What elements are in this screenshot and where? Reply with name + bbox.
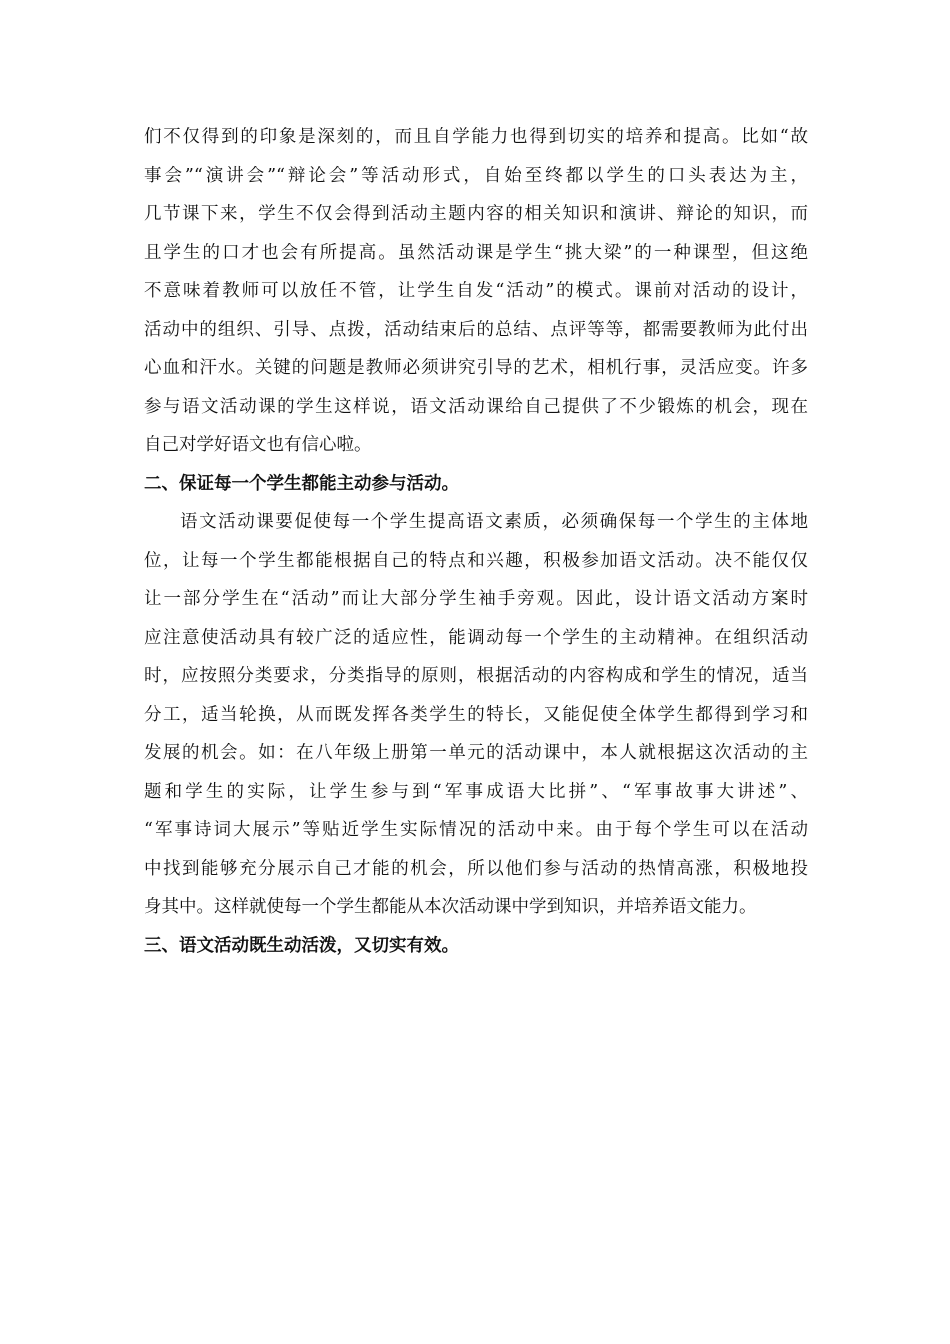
text-line: 应注意使活动具有较广泛的适应性，能调动每一个学生的主动精神。在组织活动 <box>144 627 808 648</box>
text-line: 活动中的组织、引导、点拨，活动结束后的总结、点评等等，都需要教师为此付出 <box>144 319 808 340</box>
paragraph-section-2 <box>144 503 808 927</box>
text-line: 题和学生的实际，让学生参与到“军事成语大比拼”、“军事故事大讲述”、 <box>144 781 808 802</box>
text-line: 不意味着教师可以放任不管，让学生自发“活动”的模式。课前对活动的设计， <box>144 281 808 301</box>
document-body <box>144 118 808 965</box>
paragraph-continued <box>144 118 808 465</box>
text-line: 中找到能够充分展示自己才能的机会，所以他们参与活动的热情高涨，积极地投 <box>144 858 808 879</box>
text-line: 位，让每一个学生都能根据自己的特点和兴趣，积极参加语文活动。决不能仅仅 <box>144 550 808 571</box>
text-line: 们不仅得到的印象是深刻的，而且自学能力也得到切实的培养和提高。比如“故 <box>144 127 808 147</box>
text-line: 语文活动课要促使每一个学生提高语文素质，必须确保每一个学生的主体地 <box>180 512 808 532</box>
text-line: 且学生的口才也会有所提高。虽然活动课是学生“挑大梁”的一种课型，但这绝 <box>144 242 808 263</box>
section-heading-3: 三、语文活动既生动活泼，又切实有效。 <box>144 935 459 956</box>
text-line: 分工，适当轮换，从而既发挥各类学生的特长，又能促使全体学生都得到学习和 <box>144 704 808 725</box>
text-line: 时，应按照分类要求，分类指导的原则，根据活动的内容构成和学生的情况，适当 <box>144 666 808 686</box>
text-line: 心血和汗水。关键的问题是教师必须讲究引导的艺术，相机行事，灵活应变。许多 <box>144 358 808 378</box>
text-line: 事会”“演讲会”“辩论会”等活动形式，自始至终都以学生的口头表达为主， <box>144 165 808 186</box>
text-line: “军事诗词大展示”等贴近学生实际情况的活动中来。由于每个学生可以在活动 <box>144 820 808 840</box>
text-line: 身其中。这样就使每一个学生都能从本次活动课中学到知识，并培养语文能力。 <box>144 897 757 917</box>
text-line: 几节课下来，学生不仅会得到活动主题内容的相关知识和演讲、辩论的知识，而 <box>144 204 808 224</box>
text-line: 参与语文活动课的学生这样说，语文活动课给自己提供了不少锻炼的机会，现在 <box>144 396 808 417</box>
text-line: 发展的机会。如：在八年级上册第一单元的活动课中，本人就根据这次活动的主 <box>144 743 808 763</box>
text-line: 让一部分学生在“活动”而让大部分学生袖手旁观。因此，设计语文活动方案时 <box>144 589 808 609</box>
text-line: 自己对学好语文也有信心啦。 <box>144 435 372 455</box>
section-heading-2: 二、保证每一个学生都能主动参与活动。 <box>144 473 459 494</box>
